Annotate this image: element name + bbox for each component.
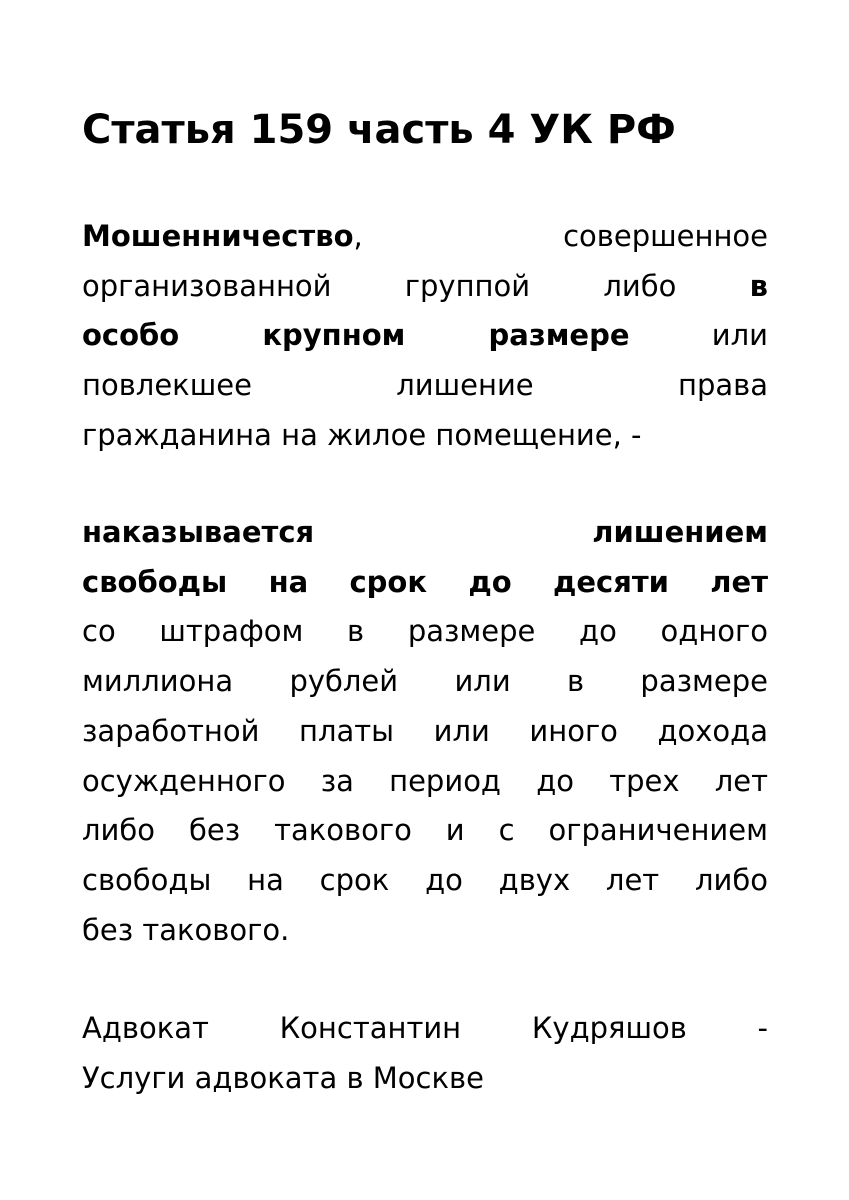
page-title: Статья 159 часть 4 УК РФ bbox=[82, 107, 676, 153]
text: осужденного за период до трех лет bbox=[82, 763, 768, 798]
bold-text: особо крупном размере bbox=[82, 318, 630, 353]
text: свободы на срок до двух лет либо bbox=[82, 862, 768, 897]
text: гражданина на жилое помещение, - bbox=[82, 417, 642, 452]
text-line bbox=[82, 707, 768, 757]
bold-text: в bbox=[749, 268, 768, 303]
text-line bbox=[82, 411, 768, 461]
text: или bbox=[629, 318, 768, 353]
text: Адвокат Константин Кудряшов - bbox=[82, 1011, 768, 1045]
text-line bbox=[82, 607, 768, 657]
text-line bbox=[82, 806, 768, 856]
text: Услуги адвоката в Москве bbox=[82, 1060, 484, 1095]
text-line bbox=[82, 508, 768, 558]
text-line bbox=[82, 856, 768, 906]
text-line bbox=[82, 212, 768, 262]
text: миллиона рублей или в размере bbox=[82, 664, 768, 699]
text-line bbox=[82, 361, 768, 411]
bold-text: наказывается лишением bbox=[82, 515, 768, 549]
article-punishment bbox=[82, 508, 768, 955]
text-line bbox=[82, 558, 768, 608]
text: без такового. bbox=[82, 912, 290, 947]
text: повлекшее лишение права bbox=[82, 368, 768, 403]
text-line bbox=[82, 1004, 768, 1054]
text-line bbox=[82, 906, 768, 956]
text: организованной группой либо bbox=[82, 268, 750, 303]
text: заработной платы или иного дохода bbox=[82, 713, 768, 748]
text: , совершенное bbox=[353, 219, 768, 253]
text: со штрафом в размере до одного bbox=[82, 614, 768, 649]
bold-text: свободы на срок до десяти лет bbox=[82, 564, 768, 599]
text: либо без такового и с ограничением bbox=[82, 813, 768, 848]
bold-text: Мошенничество bbox=[82, 219, 354, 253]
lawyer-credit bbox=[82, 1004, 768, 1103]
text-line bbox=[82, 311, 768, 361]
text-line bbox=[82, 657, 768, 707]
text-line bbox=[82, 1054, 768, 1104]
text-line bbox=[82, 262, 768, 312]
article-description bbox=[82, 212, 768, 461]
text-line bbox=[82, 757, 768, 807]
